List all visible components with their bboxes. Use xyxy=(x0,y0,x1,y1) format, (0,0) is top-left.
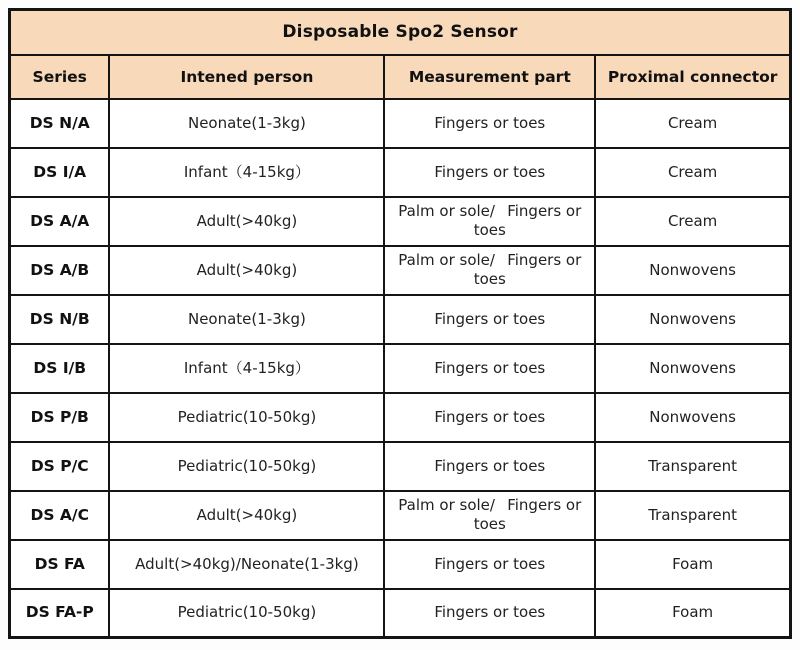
series-cell: DS FA-P xyxy=(10,589,110,638)
table-row xyxy=(10,491,791,540)
column-header-row xyxy=(10,55,791,99)
table-row xyxy=(10,442,791,491)
measurement-part-cell: Fingers or toes xyxy=(384,540,595,589)
measurement-part-cell: Fingers or toes xyxy=(384,589,595,638)
series-cell: DS I/A xyxy=(10,148,110,197)
column-header-intened-person: Intened person xyxy=(109,55,384,99)
table-row xyxy=(10,246,791,295)
measurement-part-cell: Fingers or toes xyxy=(384,393,595,442)
table-row xyxy=(10,99,791,148)
table-row xyxy=(10,197,791,246)
series-cell: DS A/A xyxy=(10,197,110,246)
proximal-connector-cell: Transparent xyxy=(595,442,790,491)
measurement-part-cell: Fingers or toes xyxy=(384,442,595,491)
table-row xyxy=(10,393,791,442)
title-row xyxy=(10,10,791,55)
measurement-part-cell: Palm or sole/ Fingers or toes xyxy=(384,491,595,540)
proximal-connector-cell: Cream xyxy=(595,148,790,197)
intened-person-cell: Adult(>40kg) xyxy=(109,246,384,295)
intened-person-cell: Infant（4-15kg） xyxy=(109,148,384,197)
series-cell: DS A/B xyxy=(10,246,110,295)
measurement-part-cell: Fingers or toes xyxy=(384,148,595,197)
proximal-connector-cell: Nonwovens xyxy=(595,295,790,344)
measurement-part-cell: Palm or sole/ Fingers or toes xyxy=(384,197,595,246)
column-header-series: Series xyxy=(10,55,110,99)
intened-person-cell: Pediatric(10-50kg) xyxy=(109,442,384,491)
intened-person-cell: Adult(>40kg) xyxy=(109,197,384,246)
series-cell: DS I/B xyxy=(10,344,110,393)
measurement-part-cell: Fingers or toes xyxy=(384,295,595,344)
proximal-connector-cell: Nonwovens xyxy=(595,393,790,442)
intened-person-cell: Adult(>40kg)/Neonate(1-3kg) xyxy=(109,540,384,589)
intened-person-cell: Neonate(1-3kg) xyxy=(109,295,384,344)
measurement-part-cell: Fingers or toes xyxy=(384,99,595,148)
proximal-connector-cell: Transparent xyxy=(595,491,790,540)
table-row xyxy=(10,540,791,589)
intened-person-cell: Pediatric(10-50kg) xyxy=(109,589,384,638)
data-table xyxy=(8,8,792,639)
measurement-part-cell: Fingers or toes xyxy=(384,344,595,393)
table-row xyxy=(10,295,791,344)
series-cell: DS P/B xyxy=(10,393,110,442)
intened-person-cell: Adult(>40kg) xyxy=(109,491,384,540)
intened-person-cell: Pediatric(10-50kg) xyxy=(109,393,384,442)
proximal-connector-cell: Nonwovens xyxy=(595,246,790,295)
column-header-measurement-part: Measurement part xyxy=(384,55,595,99)
table-row xyxy=(10,589,791,638)
table-row xyxy=(10,344,791,393)
intened-person-cell: Infant（4-15kg） xyxy=(109,344,384,393)
series-cell: DS A/C xyxy=(10,491,110,540)
proximal-connector-cell: Cream xyxy=(595,99,790,148)
series-cell: DS FA xyxy=(10,540,110,589)
proximal-connector-cell: Foam xyxy=(595,540,790,589)
column-header-proximal-connector: Proximal connector xyxy=(595,55,790,99)
intened-person-cell: Neonate(1-3kg) xyxy=(109,99,384,148)
measurement-part-cell: Palm or sole/ Fingers or toes xyxy=(384,246,595,295)
proximal-connector-cell: Nonwovens xyxy=(595,344,790,393)
series-cell: DS N/B xyxy=(10,295,110,344)
table-title: Disposable Spo2 Sensor xyxy=(10,10,791,55)
proximal-connector-cell: Cream xyxy=(595,197,790,246)
table-row xyxy=(10,148,791,197)
series-cell: DS N/A xyxy=(10,99,110,148)
series-cell: DS P/C xyxy=(10,442,110,491)
proximal-connector-cell: Foam xyxy=(595,589,790,638)
table-body xyxy=(10,99,791,638)
spo2-sensor-spec-table xyxy=(8,8,792,639)
